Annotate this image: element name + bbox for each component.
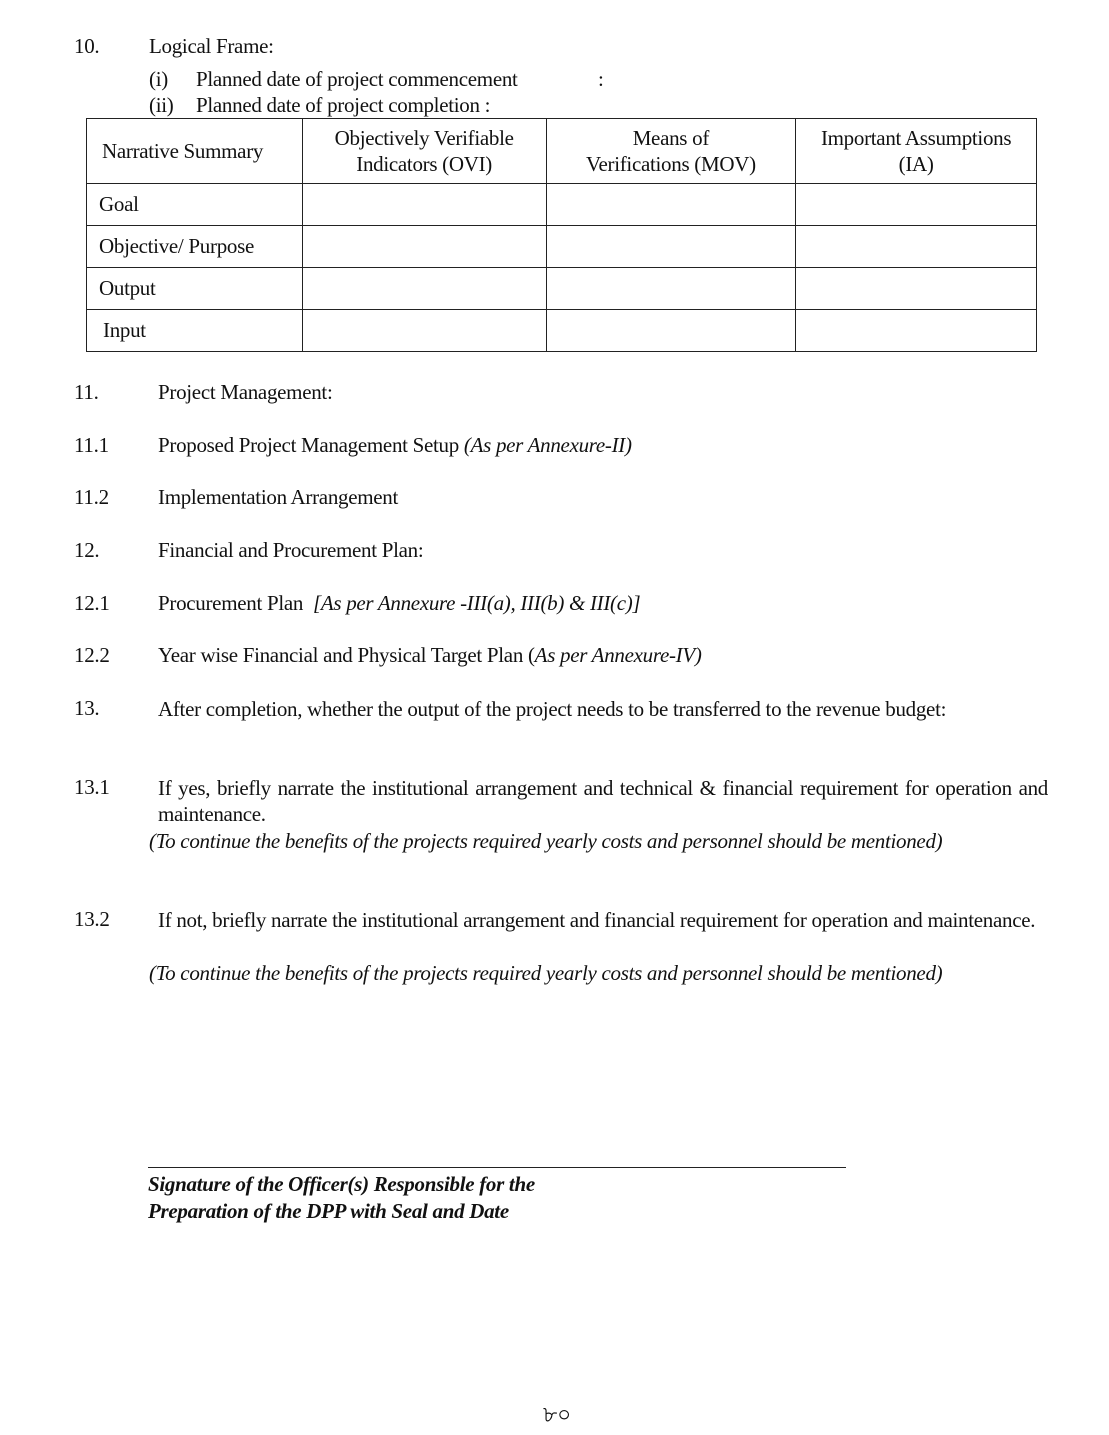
section-12-text: Financial and Procurement Plan: [158,538,424,562]
section-12-number: 12. [74,538,100,562]
section-13-1-text: If yes, briefly narrate the institutional arrangement and technical & financial requirement for operation and maintenance. [158,776,1048,826]
section-10-number: 10. [74,34,100,58]
header-mov: Means of Verifications (MOV) [546,119,796,184]
header-ia: Important Assumptions (IA) [796,119,1037,184]
ovi-cell [302,184,546,226]
ia-cell [796,226,1037,268]
row-label: Input [87,310,303,352]
ia-cell [796,310,1037,352]
section-11-2-number: 11.2 [74,485,109,509]
section-13-text: After completion, whether the output of the project needs to be transferred to the revenue budget: [158,697,947,721]
signature-caption [148,1171,535,1225]
annexure-ref: As per Annexure-IV) [534,643,702,667]
table-row-output [87,268,1037,310]
section-12-1-number: 12.1 [74,591,110,615]
commencement-marker: (i) [149,67,168,91]
annexure-ref: (As per Annexure-II) [463,433,632,457]
table-row-input [87,310,1037,352]
mov-cell [546,310,796,352]
row-label: Output [87,268,303,310]
commencement-colon: : [598,67,604,91]
section-13-2-note: (To continue the benefits of the projects required yearly costs and personnel should be mentioned) [149,961,943,985]
mov-cell [546,226,796,268]
section-13-1-number: 13.1 [74,775,110,799]
ovi-cell [302,310,546,352]
section-13-2-text: If not, briefly narrate the institutional arrangement and financial requirement for operation and maintenance. [158,908,1036,932]
ovi-cell [302,226,546,268]
section-13-number: 13. [74,696,100,720]
row-label: Objective/ Purpose [87,226,303,268]
page-number: ৮০ [543,1403,571,1428]
section-11-2-text: Implementation Arrangement [158,485,399,509]
completion-label: Planned date of project completion : [196,93,491,117]
ia-cell [796,184,1037,226]
signature-line [148,1167,846,1168]
header-narrative-summary: Narrative Summary [87,119,303,184]
section-12-1-text: Procurement Plan [As per Annexure -III(a), III(b) & III(c)] [158,591,641,615]
table-header-row [87,119,1037,184]
section-12-2-text: Year wise Financial and Physical Target Plan (As per Annexure-IV) [158,643,702,667]
section-12-2-number: 12.2 [74,643,110,667]
logical-frame-table [86,118,1037,352]
annexure-ref: [As per Annexure -III(a), III(b) & III(c)] [312,591,641,615]
section-10-title: Logical Frame: [149,34,274,58]
ia-cell [796,268,1037,310]
section-11-text: Project Management: [158,380,333,404]
section-11-1-text: Proposed Project Management Setup (As per Annexure-II) [158,433,632,457]
signature-caption-line-1: Signature of the Officer(s) Responsible for the [148,1172,535,1196]
completion-marker: (ii) [149,93,174,117]
section-13-2-number: 13.2 [74,907,110,931]
row-label: Goal [87,184,303,226]
section-11-number: 11. [74,380,99,404]
mov-cell [546,268,796,310]
signature-caption-line-2: Preparation of the DPP with Seal and Date [148,1199,509,1223]
table-row-goal [87,184,1037,226]
section-11-1-number: 11.1 [74,433,109,457]
mov-cell [546,184,796,226]
header-ovi: Objectively Verifiable Indicators (OVI) [302,119,546,184]
ovi-cell [302,268,546,310]
table-row-objective [87,226,1037,268]
section-13-1-note: (To continue the benefits of the projects required yearly costs and personnel should be mentioned) [149,829,943,853]
commencement-label: Planned date of project commencement [196,67,518,91]
